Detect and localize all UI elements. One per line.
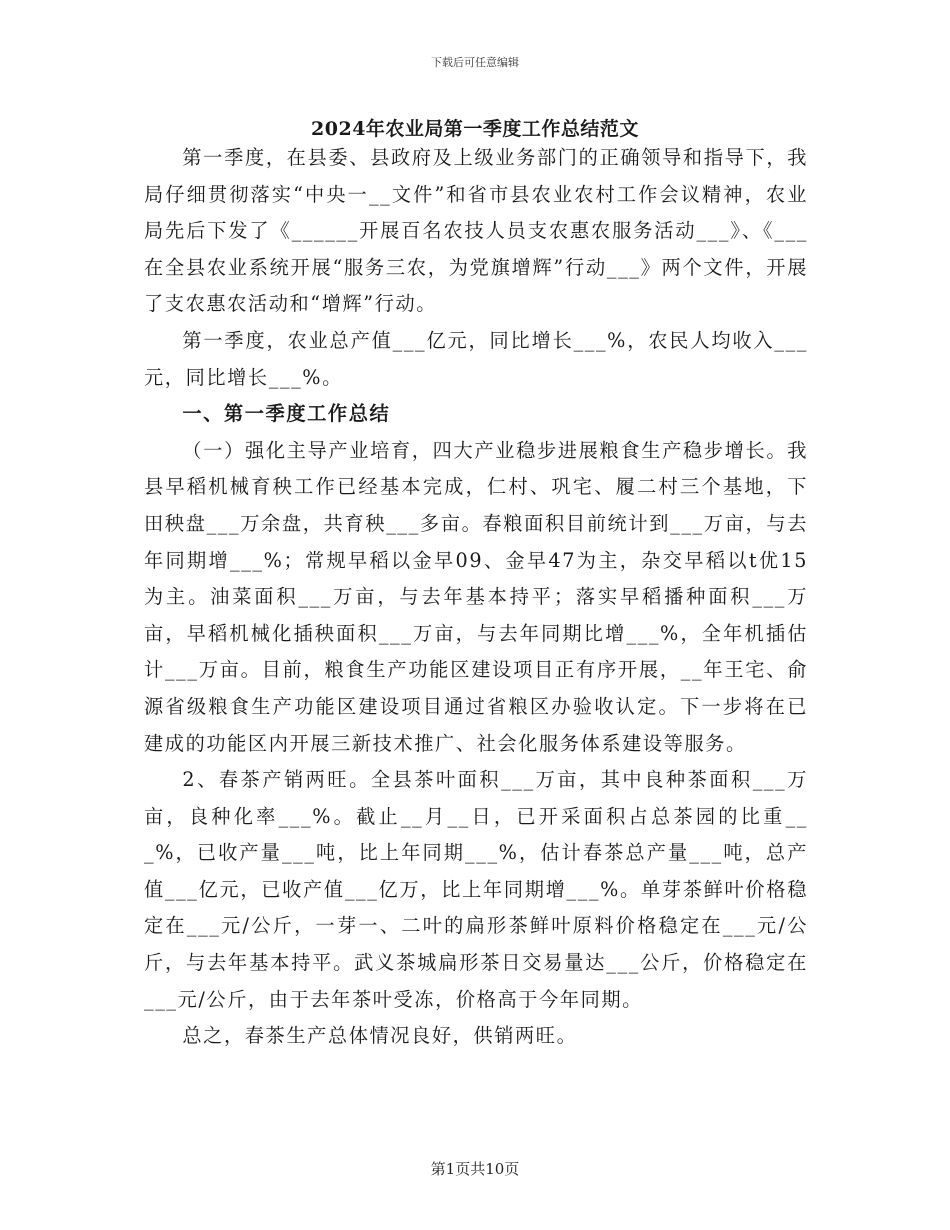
paragraph-grain: （一）强化主导产业培育，四大产业稳步进展粮食生产稳步增长。我县早稻机械育秧工作已经基本完成，仁村、巩宅、履二村三个基地，下田秧盘___万余盘，共育秧___多亩。春粮面积目前统计到___万亩，与去年同期增___%；常规早稻以金早09、金早47为主，杂交早稻以t优15为主。油菜面积___万亩，与去年基本持平；落实早稻播种面积___万亩，早稻机械化插秧面积___万亩，与去年同期比增___%，全年机插估计___万亩。目前，粮食生产功能区建设项目正有序开展，__年王宅、俞源省级粮食生产功能区建设项目通过省粮区办验收认定。下一步将在已建成的功能区内开展三新技术推广、社会化服务体系建设等服务。: [144, 438, 808, 755]
paragraph-intro: 第一季度，在县委、县政府及上级业务部门的正确领导和指导下，我局仔细贯彻落实“中央一__文件”和省市县农业农村工作会议精神，农业局先后下发了《______开展百名农技人员支农惠农服务活动___》、《___在全县农业系统开展“服务三农，为党旗增辉”行动___》两个文件，开展了支农惠农活动和“增辉”行动。: [144, 146, 808, 316]
page-footer: 第1页共10页: [430, 1160, 520, 1178]
paragraph-stats: 第一季度，农业总产值___亿元，同比增长___%，农民人均收入___元，同比增长___%。: [144, 328, 808, 389]
document-title: 2024年农业局第一季度工作总结范文: [311, 118, 639, 140]
header-note: 下载后可任意编辑: [431, 56, 519, 69]
paragraph-summary: 总之，春茶生产总体情况良好，供销两旺。: [182, 1024, 578, 1048]
section-heading: 一、第一季度工作总结: [182, 402, 391, 426]
paragraph-tea: 2、春茶产销两旺。全县茶叶面积___万亩，其中良种茶面积___万亩，良种化率___%。截止__月__日，已开采面积占总茶园的比重___%，已收产量___吨，比上年同期___%，估计春茶总产量___吨，总产值___亿元，已收产值___亿万，比上年同期增___%。单芽茶鲜叶价格稳定在___元/公斤，一芽一、二叶的扁形茶鲜叶原料价格稳定在___元/公斤，与去年基本持平。武义茶城扁形茶日交易量达___公斤，价格稳定在___元/公斤，由于去年茶叶受冻，价格高于今年同期。: [144, 768, 808, 1011]
document-body: [144, 140, 808, 1055]
